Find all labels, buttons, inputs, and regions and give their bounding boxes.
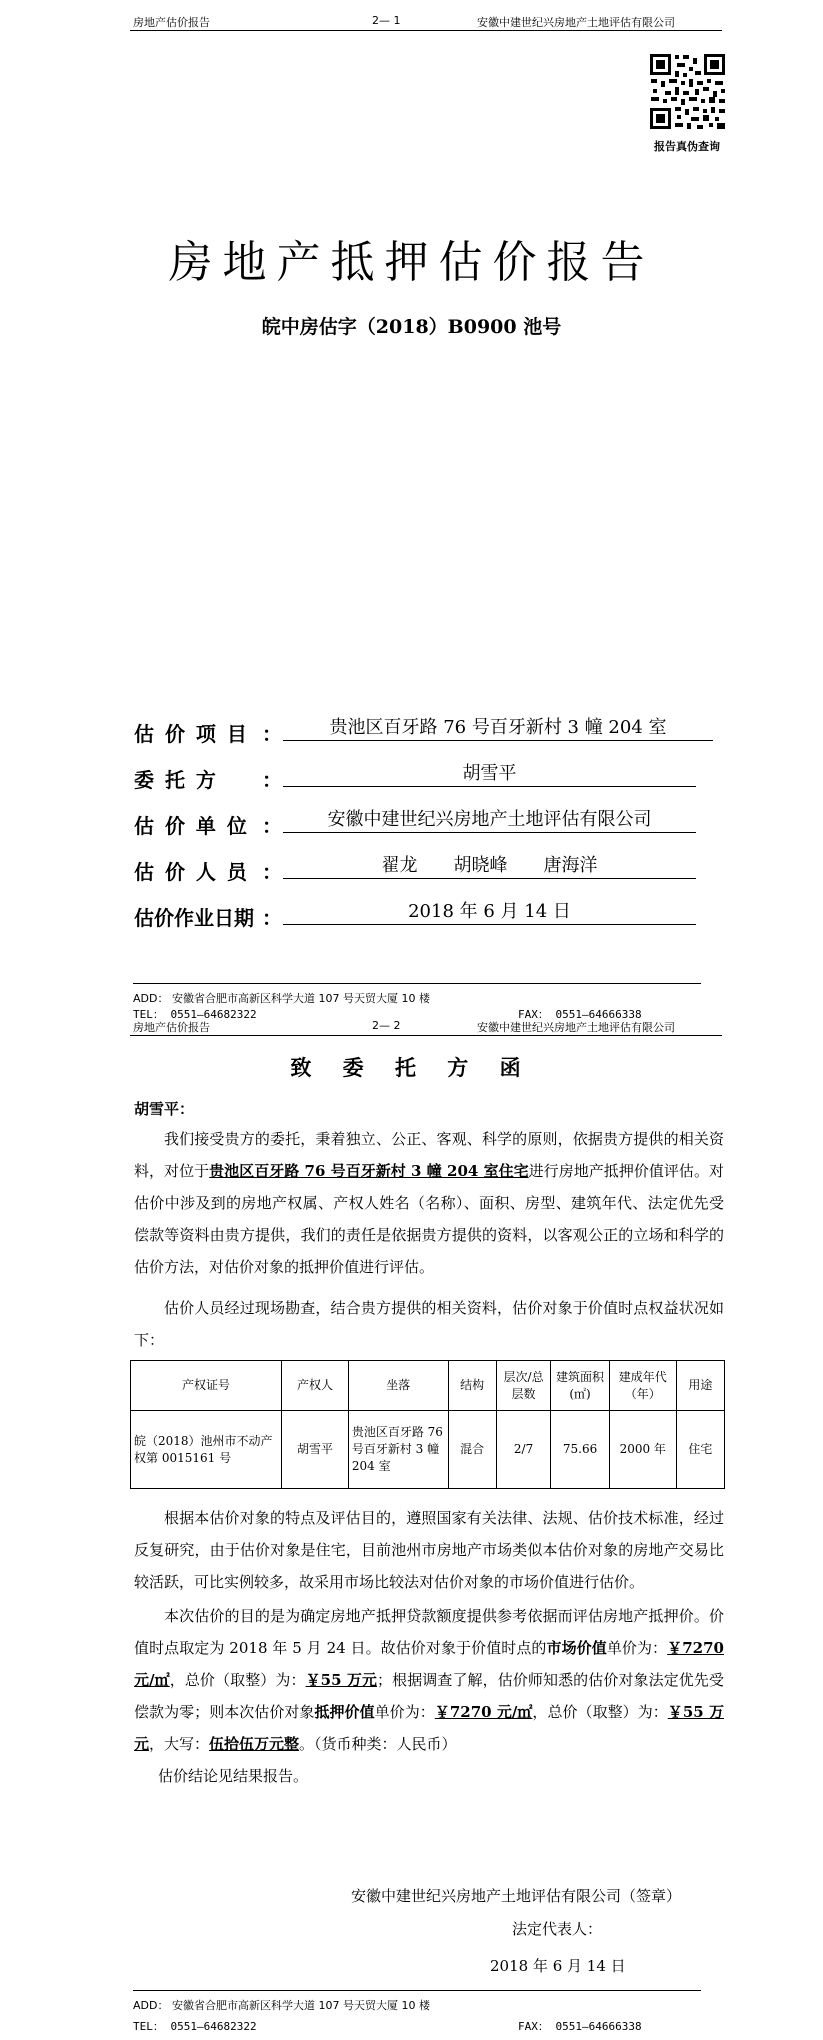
p4-amount-in-words: 伍拾伍万元整 xyxy=(209,1735,300,1753)
report-title: 房地产抵押估价报告 xyxy=(168,237,655,288)
p4-mortgage-total: ￥55 万元 xyxy=(134,1703,724,1753)
letter-title: 致 委 托 方 函 xyxy=(290,1055,533,1080)
p4-market-total: ￥55 万元 xyxy=(305,1671,378,1689)
p4-text: ；根据调查了解，估价师知悉的估价对象法定优先受偿款为零；则本次估价对象 xyxy=(134,1671,724,1721)
qr-code-icon[interactable] xyxy=(648,52,727,131)
p4-mortgage-value-label: 抵押价值 xyxy=(314,1703,375,1721)
page1-footer-fax: FAX： 0551—64666338 xyxy=(518,1008,642,1021)
table-cell-location: 贵池区百牙路 76 号百牙新村 3 幢 204 室 xyxy=(348,1411,448,1489)
info-colon: ： xyxy=(262,768,282,792)
table-header-cell: 产权人 xyxy=(282,1361,349,1411)
table-header-cell: 结构 xyxy=(448,1361,496,1411)
salutation: 胡雪平： xyxy=(134,1100,195,1118)
page1-header-rule xyxy=(130,30,722,31)
table-cell-floor: 2/7 xyxy=(496,1411,550,1489)
info-value-unit: 安徽中建世纪兴房地产土地评估有限公司 xyxy=(283,808,696,833)
page1-footer-address: ADD： 安徽省合肥市高新区科学大道 107 号天贸大厦 10 楼 xyxy=(133,992,430,1005)
table-header-cell: 层次/总层数 xyxy=(496,1361,550,1411)
signature-company: 安徽中建世纪兴房地产土地评估有限公司（签章） xyxy=(351,1887,682,1905)
p4-text: 。（货币种类：人民币） xyxy=(299,1735,457,1753)
page1-footer-tel: TEL： 0551—64682322 xyxy=(133,1008,257,1021)
paragraph-2: 估价人员经过现场勘查，结合贵方提供的相关资料，估价对象于价值时点权益状况如下： xyxy=(134,1299,724,1349)
signature-legal-rep: 法定代表人： xyxy=(512,1920,603,1938)
paragraph-5: 估价结论见结果报告。 xyxy=(158,1767,309,1785)
page2-footer-fax: FAX： 0551—64666338 xyxy=(518,2020,642,2033)
info-colon: ： xyxy=(262,814,282,838)
page1-header-page-no: 2— 1 xyxy=(372,14,401,27)
p1-property-address: 贵池区百牙路 76 号百牙新村 3 幢 204 室住宅 xyxy=(209,1162,529,1180)
info-colon: ： xyxy=(262,906,282,930)
page1-header-left: 房地产估价报告 xyxy=(133,16,210,29)
info-label-project: 估 价 项 目 xyxy=(134,722,249,746)
table-header-cell: 建筑面积(㎡) xyxy=(551,1361,610,1411)
p4-market-unit-price: ￥7270 元/㎡ xyxy=(134,1639,724,1689)
info-value-client: 胡雪平 xyxy=(283,762,696,787)
page2-header-right: 安徽中建世纪兴房地产土地评估有限公司 xyxy=(477,1021,675,1034)
page1-footer-rule xyxy=(133,983,701,984)
p1-text-c: 进行房地产抵押价值评估。对估价中涉及到的房地产权属、产权人姓名（名称）、面积、房型、建筑年代、法定优先受偿款等资料由贵方提供，我们的责任是依据贵方提供的资料，以客观公正的立场和科学的估价方法，对估价对象的抵押价值进行评估。 xyxy=(134,1162,724,1276)
table-cell-year: 2000 年 xyxy=(609,1411,676,1489)
page2-header-page-no: 2— 2 xyxy=(372,1019,401,1032)
p1-text-a: 我们接受贵方的委托，秉着独立、公正、客观、科学的原则，依据贵方提供的相关资料，对位于 xyxy=(134,1130,724,1180)
table-cell-area: 75.66 xyxy=(551,1411,610,1489)
p4-text: 本次估价的目的是为确定房地产抵押贷款额度提供参考依据而评估房地产抵押价。价值时点取定为 2018 年 5 月 24 日。故估价对象于价值时点的 xyxy=(134,1607,724,1657)
p4-mortgage-unit-price: ￥7270 元/㎡ xyxy=(434,1703,533,1721)
info-label-date: 估价作业日期 xyxy=(134,906,254,930)
page2-footer-rule xyxy=(133,1990,701,1991)
table-cell-structure: 混合 xyxy=(448,1411,496,1489)
page2-header-left: 房地产估价报告 xyxy=(133,1021,210,1034)
table-header-cell: 建成年代（年） xyxy=(609,1361,676,1411)
p4-market-value-label: 市场价值 xyxy=(546,1639,607,1657)
p4-text: ，大写： xyxy=(149,1735,210,1753)
info-label-client: 委 托 方 xyxy=(134,768,218,792)
paragraph-4 xyxy=(134,1600,724,1760)
table-cell-owner: 胡雪平 xyxy=(282,1411,349,1489)
info-value-appraisers: 翟龙 胡晓峰 唐海洋 xyxy=(283,854,696,879)
table-header-row xyxy=(131,1361,725,1411)
qr-caption: 报告真伪查询 xyxy=(654,140,720,153)
paragraph-3: 根据本估价对象的特点及评估目的，遵照国家有关法律、法规、估价技术标准，经过反复研究，由于估价对象是住宅，目前池州市房地产市场类似本估价对象的房地产交易比较活跃，可比实例较多，故采用市场比较法对估价对象的市场价值进行估价。 xyxy=(134,1509,724,1591)
info-label-unit: 估 价 单 位 xyxy=(134,814,249,838)
paragraph-1 xyxy=(134,1123,724,1283)
p4-text: ，总价（取整）为： xyxy=(169,1671,306,1689)
signature-date: 2018 年 6 月 14 日 xyxy=(490,1957,626,1975)
report-number: 皖中房估字（2018）B0900 池号 xyxy=(261,316,562,338)
table-header-cell: 用途 xyxy=(676,1361,724,1411)
info-value-date: 2018 年 6 月 14 日 xyxy=(283,900,696,925)
page2-footer-address: ADD： 安徽省合肥市高新区科学大道 107 号天贸大厦 10 楼 xyxy=(133,1999,430,2012)
info-value-project: 贵池区百牙路 76 号百牙新村 3 幢 204 室 xyxy=(283,716,713,741)
info-colon: ： xyxy=(262,860,282,884)
p4-text: ，总价（取整）为： xyxy=(532,1703,668,1721)
table-row xyxy=(131,1411,725,1489)
property-table xyxy=(130,1360,725,1489)
table-cell-usage: 住宅 xyxy=(676,1411,724,1489)
table-cell-certificate: 皖（2018）池州市不动产权第 0015161 号 xyxy=(131,1411,282,1489)
table-header-cell: 坐落 xyxy=(348,1361,448,1411)
p4-text: 单价为： xyxy=(606,1639,668,1657)
info-label-appraisers: 估 价 人 员 xyxy=(134,860,249,884)
info-colon: ： xyxy=(262,722,282,746)
page2-footer-tel: TEL： 0551—64682322 xyxy=(133,2020,257,2033)
p4-text: 单价为： xyxy=(374,1703,435,1721)
page1-header-right: 安徽中建世纪兴房地产土地评估有限公司 xyxy=(477,16,675,29)
table-header-cell: 产权证号 xyxy=(131,1361,282,1411)
page2-header-rule xyxy=(130,1035,722,1036)
